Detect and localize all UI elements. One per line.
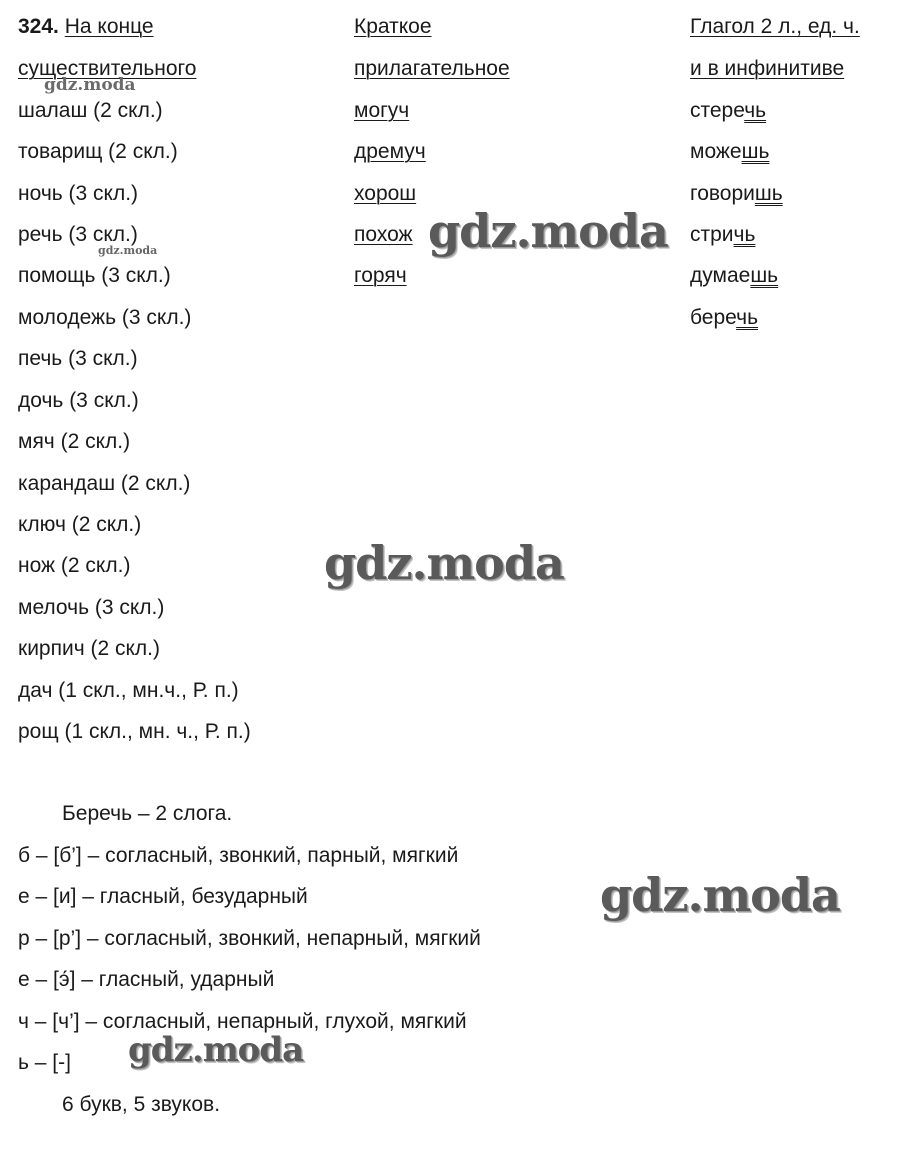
header-row-1	[18, 14, 154, 40]
analysis-line: р – [р’] – согласный, звонкий, непарный, мягкий	[18, 927, 481, 950]
col2-header-line2: прилагательное	[354, 57, 510, 80]
noun-item: печь (3 скл.)	[18, 347, 138, 370]
watermark: gdz.moda	[428, 204, 668, 258]
watermark: gdz.moda	[324, 536, 564, 590]
verb-item	[690, 181, 783, 207]
analysis-line: ь – [-]	[18, 1051, 71, 1074]
noun-item: молодежь (3 скл.)	[18, 306, 192, 329]
noun-item: товарищ (2 скл.)	[18, 140, 178, 163]
analysis-summary: 6 букв, 5 звуков.	[62, 1093, 221, 1116]
noun-item: мелочь (3 скл.)	[18, 596, 165, 619]
verb-item	[690, 139, 769, 165]
noun-item: шалаш (2 скл.)	[18, 99, 163, 122]
verb-item	[690, 222, 755, 248]
noun-item: карандаш (2 скл.)	[18, 472, 191, 495]
noun-item: рощ (1 скл., мн. ч., Р. п.)	[18, 720, 251, 743]
verb-item	[690, 98, 766, 124]
col1-header-line1: На конце	[64, 15, 154, 38]
verb-ending: шь	[754, 182, 783, 205]
noun-item: нож (2 скл.)	[18, 554, 131, 577]
adjective-item: хорош	[354, 182, 417, 205]
noun-item: дочь (3 скл.)	[18, 389, 139, 412]
verb-stem: говори	[690, 182, 755, 205]
watermark: gdz.moda	[128, 1030, 304, 1070]
col2-header-line1: Краткое	[354, 15, 432, 38]
verb-stem: стри	[690, 223, 734, 246]
verb-item	[690, 263, 778, 289]
noun-item: дач (1 скл., мн.ч., Р. п.)	[18, 679, 239, 702]
verb-stem: думае	[690, 264, 751, 287]
noun-item: ключ (2 скл.)	[18, 513, 142, 536]
adjective-item: дремуч	[354, 140, 426, 163]
verb-ending: чь	[736, 306, 759, 329]
verb-ending: шь	[741, 140, 770, 163]
verb-ending: чь	[733, 223, 756, 246]
adjective-item: могуч	[354, 99, 410, 122]
analysis-line: е – [э́] – гласный, ударный	[18, 968, 275, 991]
noun-item: мяч (2 скл.)	[18, 430, 131, 453]
exercise-number: 324.	[18, 15, 59, 38]
col1-header-line2: существительного	[18, 57, 197, 80]
verb-ending: шь	[750, 264, 779, 287]
verb-stem: стере	[690, 99, 745, 122]
col3-header-line2: и в инфинитиве	[690, 57, 845, 80]
verb-stem: може	[690, 140, 742, 163]
col3-header-line1: Глагол 2 л., ед. ч.	[690, 15, 860, 38]
analysis-line: е – [и] – гласный, безударный	[18, 885, 308, 908]
verb-ending: чь	[744, 99, 767, 122]
analysis-line: б – [б’] – согласный, звонкий, парный, мягкий	[18, 844, 459, 867]
adjective-item: горяч	[354, 264, 407, 287]
watermark: gdz.moda	[44, 75, 136, 95]
noun-item: ночь (3 скл.)	[18, 182, 139, 205]
analysis-title: Беречь – 2 слога.	[62, 802, 233, 825]
adjective-item: похож	[354, 223, 413, 246]
verb-stem: бере	[690, 306, 737, 329]
noun-item: речь (3 скл.)	[18, 223, 138, 246]
watermark: gdz.moda	[98, 244, 158, 257]
watermark: gdz.moda	[600, 868, 840, 922]
verb-item	[690, 305, 758, 331]
noun-item: помощь (3 скл.)	[18, 264, 171, 287]
noun-item: кирпич (2 скл.)	[18, 637, 160, 660]
analysis-line: ч – [ч’] – согласный, непарный, глухой, мягкий	[18, 1010, 467, 1033]
